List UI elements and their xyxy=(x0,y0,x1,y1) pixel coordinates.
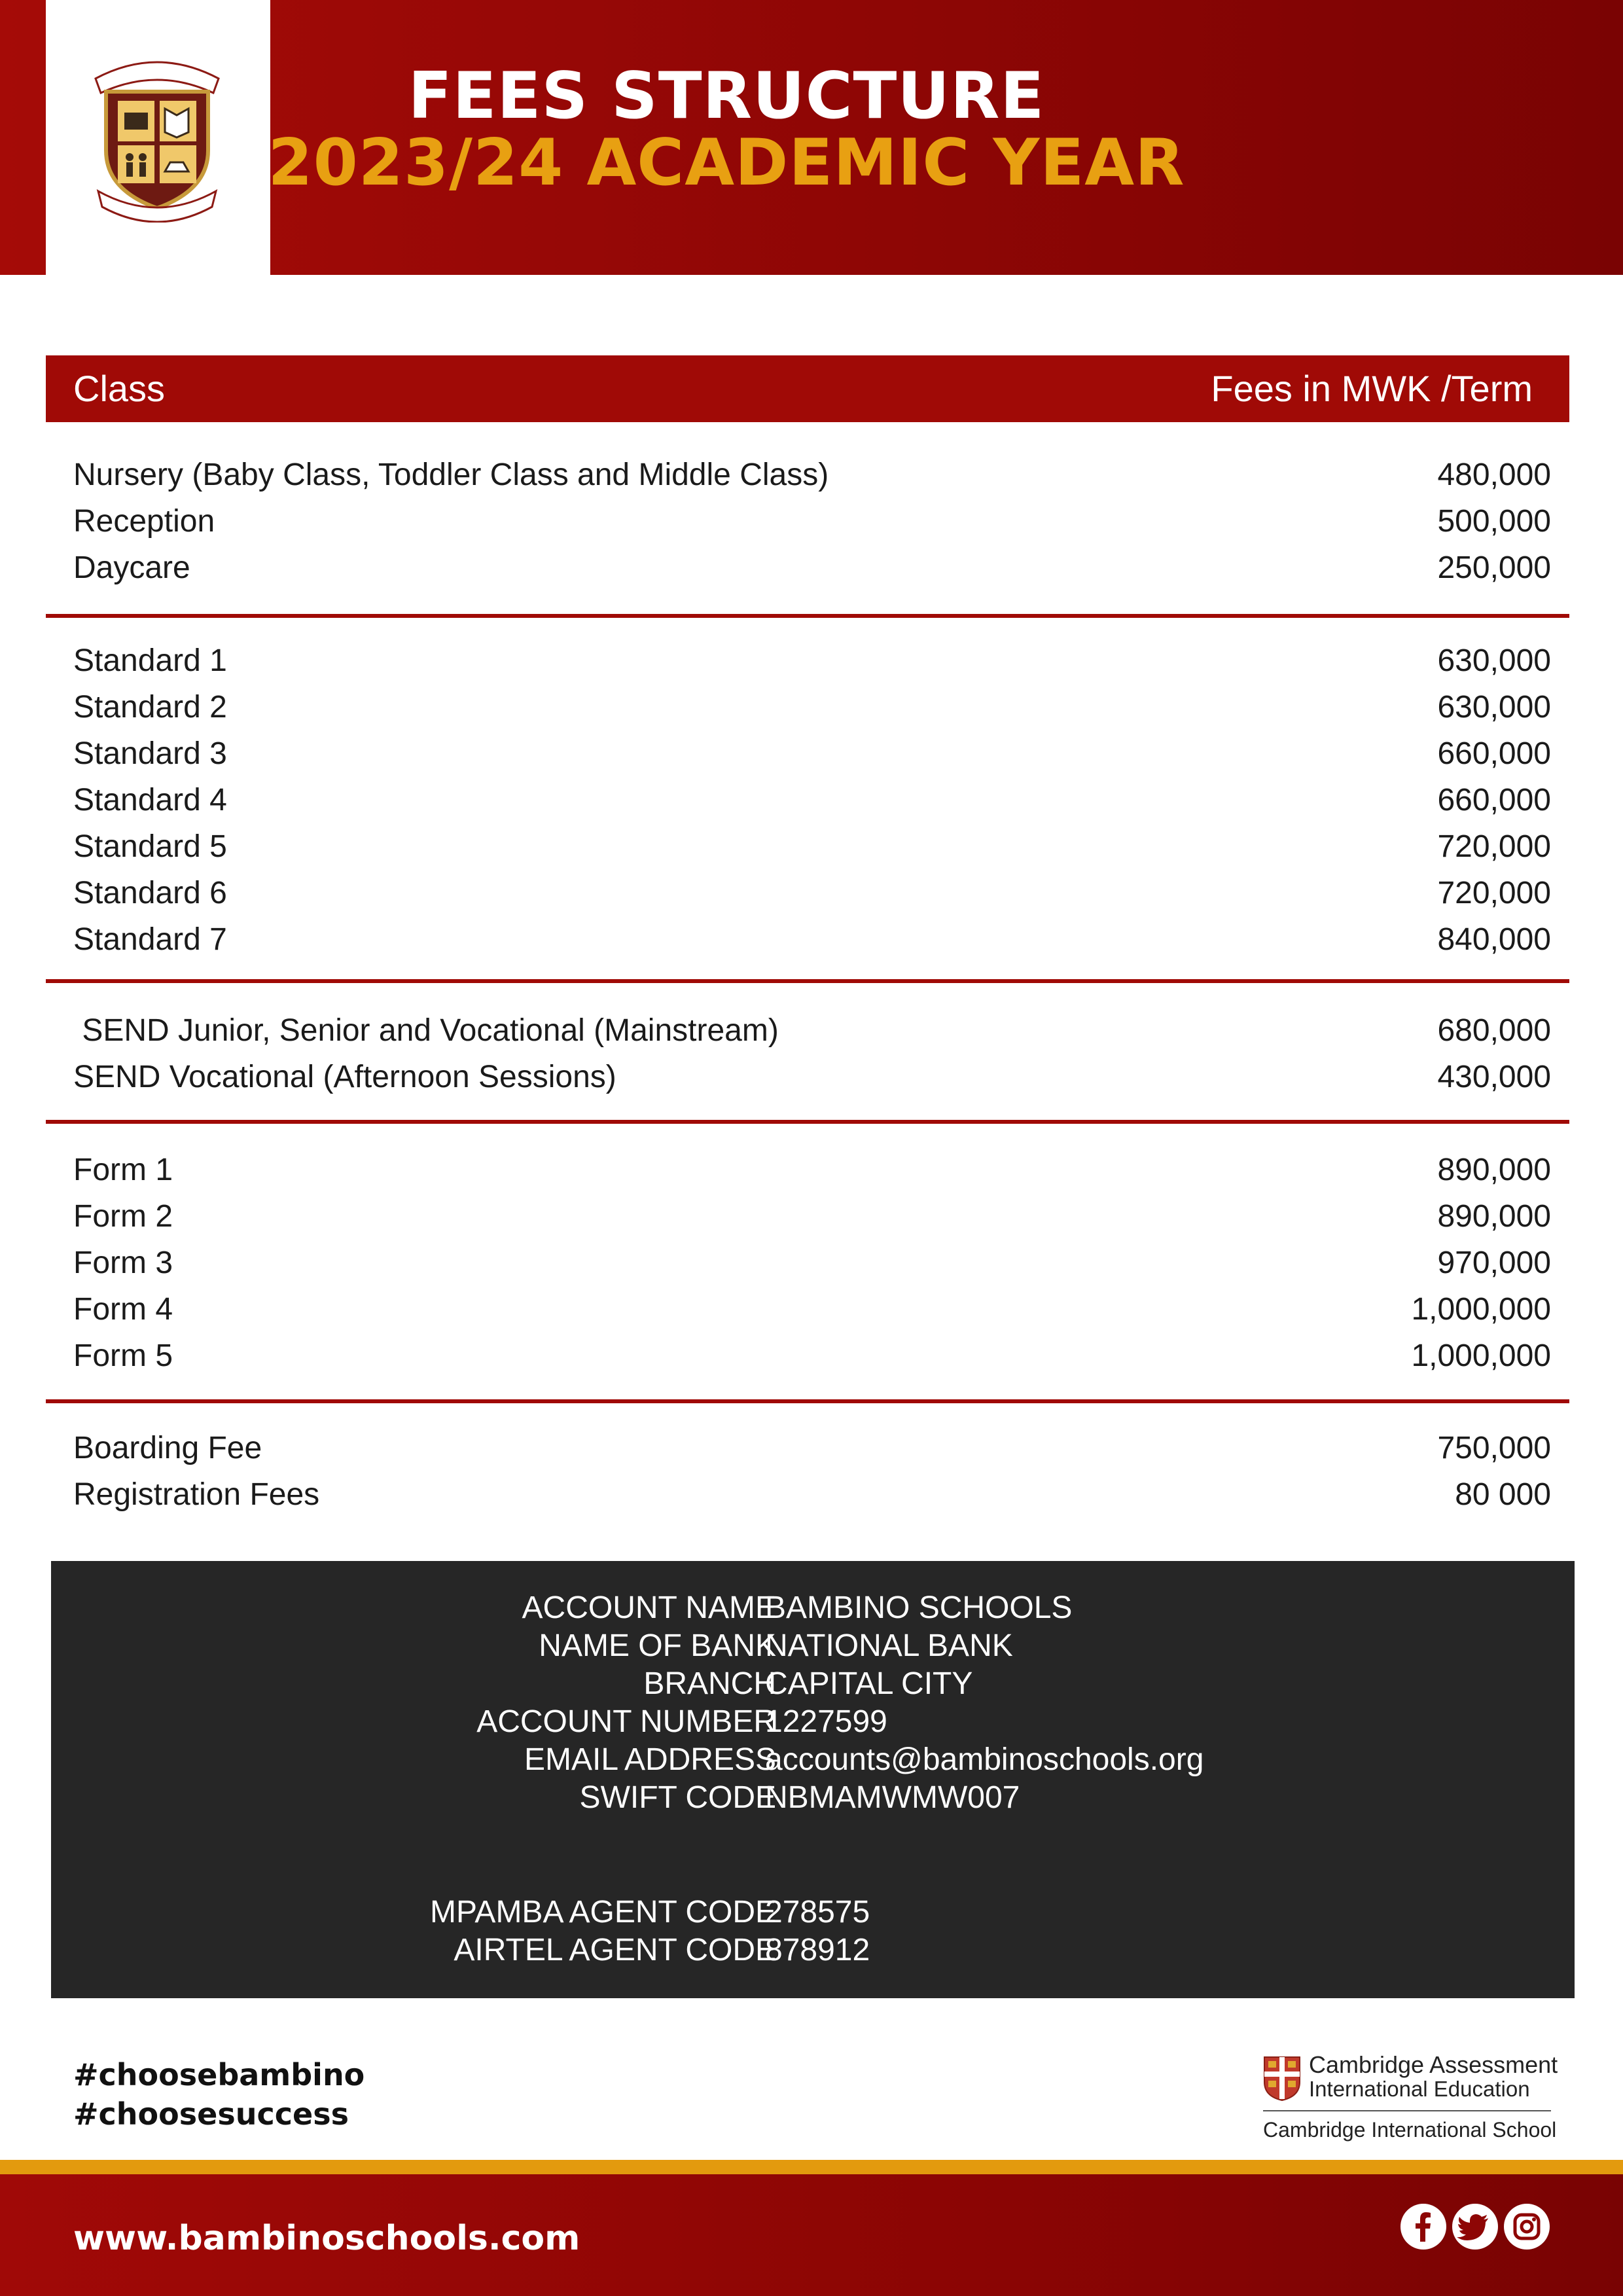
table-row xyxy=(46,1471,1569,1518)
bank-row-airtel xyxy=(51,1931,1575,1969)
instagram-icon[interactable] xyxy=(1504,2204,1550,2250)
bank-label: ACCOUNT NAME xyxy=(522,1590,776,1625)
row-label: Form 3 xyxy=(73,1246,173,1280)
row-fee: 500,000 xyxy=(1437,504,1551,539)
table-row xyxy=(46,1147,1569,1193)
row-label: Nursery (Baby Class, Toddler Class and Middle Class) xyxy=(73,457,829,492)
row-fee: 660,000 xyxy=(1437,736,1551,771)
column-header-fees: Fees in MWK /Term xyxy=(1211,368,1533,409)
fee-group-standards xyxy=(46,637,1569,963)
bank-label: NAME OF BANK xyxy=(539,1628,776,1663)
twitter-icon[interactable] xyxy=(1452,2204,1498,2250)
bank-value: NATIONAL BANK xyxy=(765,1628,1013,1663)
table-row xyxy=(46,545,1569,591)
website-link[interactable]: www.bambinoschools.com xyxy=(73,2219,580,2258)
row-fee: 630,000 xyxy=(1437,643,1551,678)
row-fee: 430,000 xyxy=(1437,1060,1551,1094)
table-row xyxy=(46,1193,1569,1240)
bank-label: AIRTEL AGENT CODE xyxy=(454,1933,776,1967)
row-fee: 680,000 xyxy=(1437,1013,1551,1048)
row-fee: 250,000 xyxy=(1437,550,1551,585)
row-fee: 890,000 xyxy=(1437,1199,1551,1234)
bank-row-branch xyxy=(51,1665,1575,1703)
hashtag-choosebambino: #choosebambino xyxy=(73,2057,365,2092)
bank-value: CAPITAL CITY xyxy=(765,1666,973,1701)
cambridge-badge xyxy=(1260,2051,1558,2144)
bank-row-account-name xyxy=(51,1589,1575,1627)
row-label: Form 2 xyxy=(73,1199,173,1234)
row-label: Standard 2 xyxy=(73,690,227,725)
header-banner xyxy=(0,0,1623,275)
row-label: SEND Junior, Senior and Vocational (Mainstream) xyxy=(73,1013,779,1048)
row-label: Standard 6 xyxy=(73,876,227,910)
table-row xyxy=(46,684,1569,730)
row-fee: 1,000,000 xyxy=(1411,1292,1551,1327)
table-header xyxy=(46,355,1569,422)
row-fee: 630,000 xyxy=(1437,690,1551,725)
cambridge-divider xyxy=(1263,2110,1551,2111)
section-divider xyxy=(46,979,1569,983)
table-row xyxy=(46,1425,1569,1471)
bank-row-swift xyxy=(51,1779,1575,1817)
row-label: Standard 5 xyxy=(73,829,227,864)
row-fee: 890,000 xyxy=(1437,1153,1551,1187)
bank-value: BAMBINO SCHOOLS xyxy=(765,1590,1073,1625)
row-label: Standard 3 xyxy=(73,736,227,771)
row-fee: 660,000 xyxy=(1437,783,1551,817)
row-fee: 750,000 xyxy=(1437,1431,1551,1465)
row-label: Daycare xyxy=(73,550,190,585)
bank-details-panel xyxy=(51,1561,1575,1998)
row-label: Form 1 xyxy=(73,1153,173,1187)
row-fee: 720,000 xyxy=(1437,876,1551,910)
cambridge-line1: Cambridge Assessment xyxy=(1309,2051,1558,2078)
gold-accent-strip xyxy=(0,2160,1623,2174)
fee-group-forms xyxy=(46,1147,1569,1379)
facebook-icon[interactable] xyxy=(1400,2204,1446,2250)
column-header-class: Class xyxy=(73,368,166,409)
cambridge-crest-icon xyxy=(1263,2056,1301,2102)
row-label: SEND Vocational (Afternoon Sessions) xyxy=(73,1060,616,1094)
table-row xyxy=(46,730,1569,777)
section-divider xyxy=(46,1399,1569,1403)
table-row xyxy=(46,1240,1569,1286)
bank-label: EMAIL ADDRESS xyxy=(524,1742,776,1777)
bank-row-account-number xyxy=(51,1703,1575,1741)
cambridge-line2: International Education xyxy=(1309,2077,1530,2101)
row-fee: 970,000 xyxy=(1437,1246,1551,1280)
table-row xyxy=(46,870,1569,916)
row-label: Boarding Fee xyxy=(73,1431,262,1465)
title-academic-year: 2023/24 ACADEMIC YEAR xyxy=(268,126,1185,200)
table-row xyxy=(46,498,1569,545)
table-row xyxy=(46,777,1569,823)
bank-label: SWIFT CODE xyxy=(579,1780,776,1815)
row-fee: 720,000 xyxy=(1437,829,1551,864)
table-row xyxy=(46,823,1569,870)
table-row xyxy=(46,637,1569,684)
table-row xyxy=(46,1286,1569,1333)
bank-row-mpamba xyxy=(51,1893,1575,1931)
bank-label: ACCOUNT NUMBER xyxy=(476,1704,776,1739)
bank-row-email xyxy=(51,1741,1575,1779)
row-label: Form 4 xyxy=(73,1292,173,1327)
bank-value: 1227599 xyxy=(765,1704,887,1739)
bank-label: BRANCH xyxy=(643,1666,776,1701)
row-label: Standard 7 xyxy=(73,922,227,957)
fee-group-send xyxy=(46,1007,1569,1100)
row-label: Reception xyxy=(73,504,215,539)
table-row xyxy=(46,1054,1569,1100)
hashtags xyxy=(73,2055,365,2134)
row-fee: 1,000,000 xyxy=(1411,1338,1551,1373)
table-row xyxy=(46,1007,1569,1054)
fee-group-early-years xyxy=(46,452,1569,591)
row-label: Registration Fees xyxy=(73,1477,320,1512)
bank-value: 878912 xyxy=(765,1933,870,1967)
row-label: Standard 1 xyxy=(73,643,227,678)
cambridge-line3: Cambridge International School xyxy=(1263,2118,1557,2142)
bank-row-bank-name xyxy=(51,1627,1575,1665)
hashtag-choosesuccess: #choosesuccess xyxy=(73,2096,349,2132)
row-fee: 840,000 xyxy=(1437,922,1551,957)
bank-label: MPAMBA AGENT CODE xyxy=(429,1895,776,1929)
fee-group-other xyxy=(46,1425,1569,1518)
row-label: Form 5 xyxy=(73,1338,173,1373)
footer-bar xyxy=(0,2174,1623,2296)
section-divider xyxy=(46,1120,1569,1124)
row-label: Standard 4 xyxy=(73,783,227,817)
section-divider xyxy=(46,614,1569,618)
row-fee: 80 000 xyxy=(1455,1477,1551,1512)
bank-email-value: accounts@bambinoschools.org xyxy=(765,1742,1204,1777)
title-fees-structure: FEES STRUCTURE xyxy=(408,59,1045,134)
table-row xyxy=(46,916,1569,963)
bank-value: NBMAMWMW007 xyxy=(765,1780,1020,1815)
bank-value: 278575 xyxy=(765,1895,870,1929)
table-row xyxy=(46,1333,1569,1379)
table-row xyxy=(46,452,1569,498)
row-fee: 480,000 xyxy=(1437,457,1551,492)
